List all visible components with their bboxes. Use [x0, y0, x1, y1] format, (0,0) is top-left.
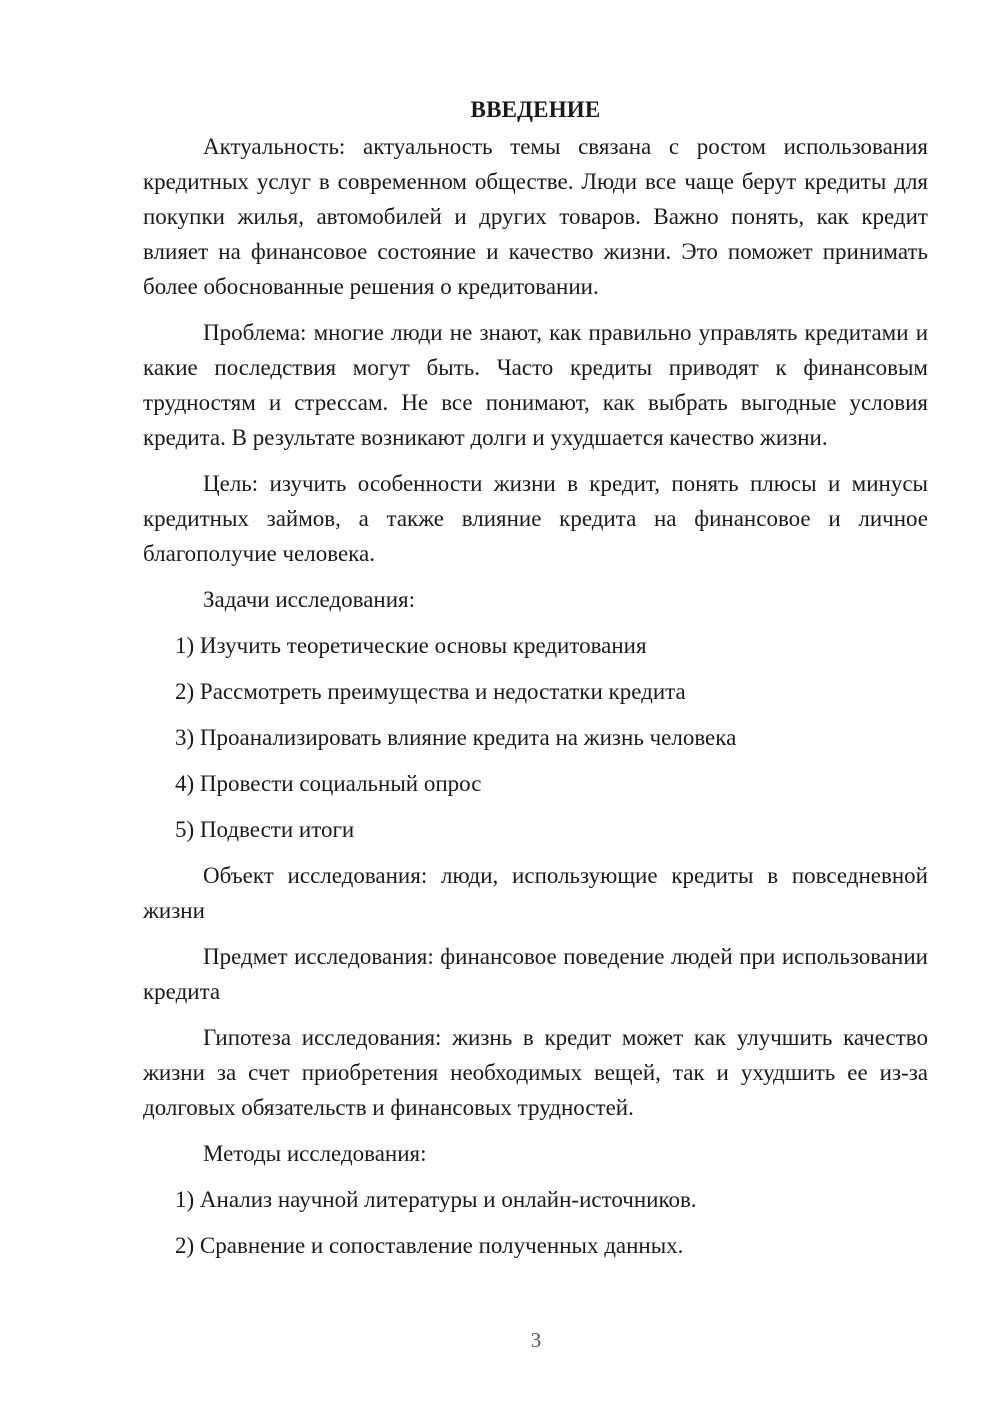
document-page [143, 92, 928, 1274]
object-paragraph: Объект исследования: люди, использующие кредиты в повседневной жизни [143, 863, 928, 923]
tasks-list [143, 628, 928, 847]
task-item: 2) Рассмотреть преимущества и недостатки кредита [175, 679, 686, 704]
subject-paragraph: Предмет исследования: финансовое поведение людей при использовании кредита [143, 944, 928, 1004]
page-number: 3 [530, 1328, 542, 1352]
task-item: 5) Подвести итоги [175, 817, 355, 842]
methods-heading: Методы исследования: [203, 1141, 427, 1166]
method-item: 2) Сравнение и сопоставление полученных данных. [175, 1233, 684, 1258]
task-item: 1) Изучить теоретические основы кредитования [175, 633, 647, 658]
task-item: 4) Провести социальный опрос [175, 771, 482, 796]
goal-paragraph: Цель: изучить особенности жизни в кредит, понять плюсы и минусы кредитных займов, а также влияние кредита на финансовое и личное благополучие человека. [143, 471, 928, 566]
problem-paragraph: Проблема: многие люди не знают, как правильно управлять кредитами и какие последствия могут быть. Часто кредиты приводят к финансовым трудностям и стрессам. Не все понимают, как выбрать выгодные условия кредита. В результате возникают долги и ухудшается качество жизни. [143, 320, 928, 450]
section-title: ВВЕДЕНИЕ [470, 97, 601, 122]
relevance-paragraph: Актуальность: актуальность темы связана с ростом использования кредитных услуг в современном обществе. Люди все чаще берут кредиты для покупки жилья, автомобилей и других товаров. Важно понять, как кредит влияет на финансовое состояние и качество жизни. Это поможет принимать более обоснованные решения о кредитовании. [143, 134, 928, 299]
method-item: 1) Анализ научной литературы и онлайн-источников. [175, 1187, 697, 1212]
task-item: 3) Проанализировать влияние кредита на жизнь человека [175, 725, 737, 750]
methods-list [143, 1182, 928, 1263]
tasks-heading: Задачи исследования: [203, 587, 416, 612]
hypothesis-paragraph: Гипотеза исследования: жизнь в кредит может как улучшить качество жизни за счет приобретения необходимых вещей, так и ухудшить ее из-за долговых обязательств и финансовых трудностей. [143, 1025, 928, 1120]
